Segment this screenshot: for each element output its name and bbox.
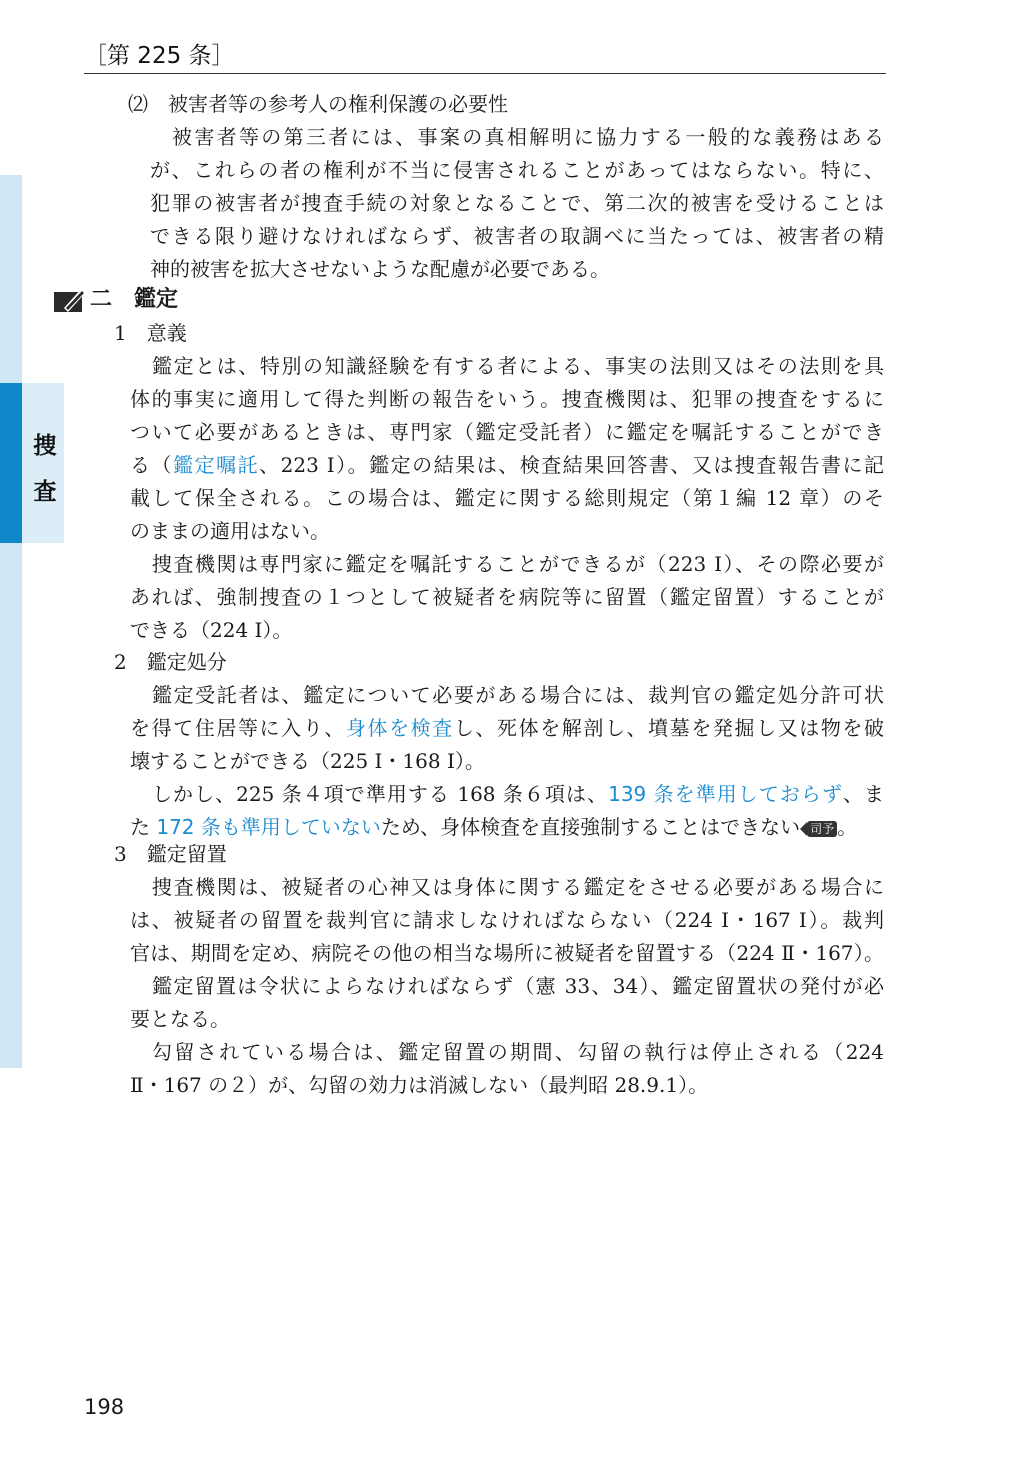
paragraph-line: できる（224 Ⅰ）。 (130, 618, 293, 642)
paragraph-line: 神的被害を拡大させないような配慮が必要である。 (150, 257, 610, 281)
page-header (84, 40, 886, 74)
paragraph-line: を得て住居等に入り、身体を検査し、死体を解剖し、墳墓を発掘し又は物を破 (130, 716, 885, 740)
paragraph-line: 捜査機関は専門家に鑑定を嘱託することができるが（223 Ⅰ）、その際必要が (152, 552, 884, 576)
paragraph-line: 載して保全される。この場合は、鑑定に関する総則規定（第１編 12 章）のそ (130, 486, 884, 510)
paragraph-line: 捜査機関は、被疑者の心神又は身体に関する鑑定をさせる必要がある場合に (152, 875, 884, 899)
paragraph-line: る（鑑定嘱託、223 Ⅰ）。鑑定の結果は、検査結果回答書、又は捜査報告書に記 (130, 453, 885, 477)
subsection-title: ⑵ 被害者等の参考人の権利保護の必要性 (128, 92, 508, 116)
chapter-tab-char-1: 捜 (33, 433, 57, 459)
chapter-tab-char-2: 査 (33, 479, 57, 505)
keyword-link[interactable]: 172 条も準用していない (156, 815, 381, 839)
keyword-link[interactable]: 鑑定嘱託 (173, 453, 260, 477)
subsection-title: 2 鑑定処分 (114, 650, 227, 674)
paragraph-line: 要となる。 (130, 1007, 230, 1031)
paragraph-line: Ⅱ・167 の２）が、勾留の効力は消滅しない（最判昭 28.9.1）。 (130, 1073, 709, 1097)
paragraph-line: 体的事実に適用して得た判断の報告をいう。捜査機関は、犯罪の捜査をするに (130, 387, 884, 411)
side-strip (0, 175, 22, 1068)
paragraph-line: ついて必要があるときは、専門家（鑑定受託者）に鑑定を嘱託することができ (130, 420, 884, 444)
subsection-title: 3 鑑定留置 (114, 842, 227, 866)
keyword-link[interactable]: 身体を検査 (345, 716, 454, 740)
paragraph-line: 鑑定留置は令状によらなければならず（憲 33、34）、鑑定留置状の発付が必 (152, 974, 884, 998)
paragraph-line: できる限り避けなければならず、被害者の取調べに当たっては、被害者の精 (150, 224, 884, 248)
paragraph-line: 勾留されている場合は、鑑定留置の期間、勾留の執行は停止される（224 (152, 1040, 884, 1064)
pointer-icon (800, 822, 807, 836)
paragraph-line: 壊することができる（225 Ⅰ・168 Ⅰ）。 (130, 749, 485, 773)
paragraph-line: 官は、期間を定め、病院その他の相当な場所に被疑者を留置する（224 Ⅱ・167）。 (130, 941, 884, 965)
keyword-link[interactable]: 139 条を準用しておらず (608, 782, 843, 806)
pencil-icon (54, 286, 86, 314)
paragraph-line: が、これらの者の権利が不当に侵害されることがあってはならない。特に、 (150, 158, 884, 182)
paragraph-line: 被害者等の第三者には、事案の真相解明に協力する一般的な義務はある (172, 125, 884, 149)
paragraph-line: 犯罪の被害者が捜査手続の対象となることで、第二次的被害を受けることは (150, 191, 884, 215)
paragraph-line: 鑑定とは、特別の知識経験を有する者による、事実の法則又はその法則を具 (152, 354, 884, 378)
exam-badge: 司予 (807, 821, 837, 837)
paragraph-line: しかし、225 条４項で準用する 168 条６項は、139 条を準用しておらず、ま (152, 782, 885, 806)
paragraph-line: のままの適用はない。 (130, 519, 330, 543)
page-number: 198 (84, 1395, 125, 1419)
paragraph-line: あれば、強制捜査の１つとして被疑者を病院等に留置（鑑定留置）することが (130, 585, 884, 609)
paragraph-line: は、被疑者の留置を裁判官に請求しなければならない（224 Ⅰ・167 Ⅰ）。裁判 (130, 908, 884, 932)
chapter-tab-accent (0, 383, 22, 543)
paragraph-line: た 172 条も準用していないため、身体検査を直接強制することはできない 司予 。 (130, 815, 858, 839)
article-heading: ［第 225 条］ (84, 43, 235, 69)
section-heading: 二 鑑定 (90, 287, 179, 312)
subsection-title: 1 意義 (114, 321, 187, 345)
paragraph-line: 鑑定受託者は、鑑定について必要がある場合には、裁判官の鑑定処分許可状 (152, 683, 884, 707)
